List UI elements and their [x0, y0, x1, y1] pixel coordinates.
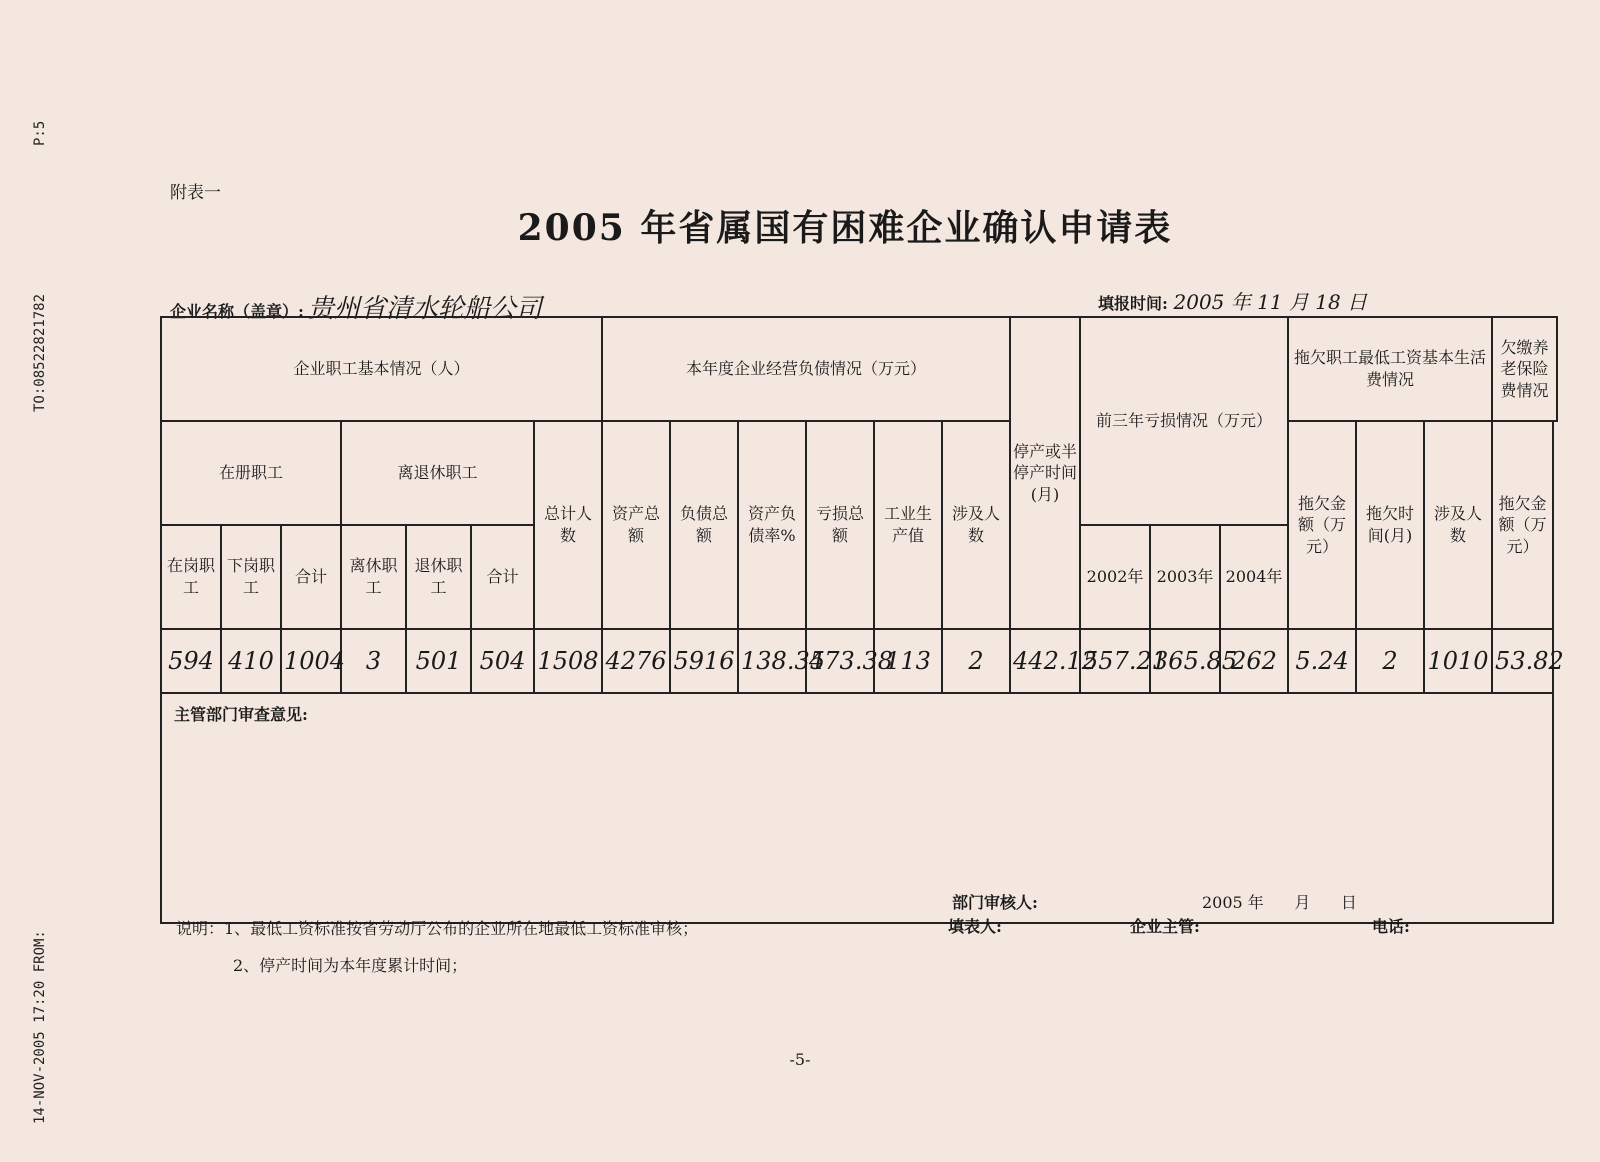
form-title: 2005 年省属国有困难企业确认申请表 [517, 207, 1173, 249]
cell-wage-people: 262 [1220, 629, 1288, 693]
cell-lixiu: 3 [341, 629, 406, 693]
cell-total-people: 1508 [534, 629, 602, 693]
header-registered-subtotal: 合计 [281, 525, 341, 629]
cell-industrial-output: 113 [874, 629, 942, 693]
header-year-2003: 2003年 [1150, 525, 1220, 629]
company-name-value: 贵州省清水轮船公司 [307, 294, 542, 324]
header-lixiu: 离休职工 [341, 525, 406, 629]
fax-header-margin [0, 0, 60, 1162]
fax-page-number: P:5 [32, 120, 48, 146]
header-employee-basic: 企业职工基本情况（人） [161, 317, 602, 421]
header-min-wage-arrears: 拖欠职工最低工资基本生活费情况 [1288, 317, 1492, 421]
fill-date-value: 2005 年 11 月 18 日 [1173, 290, 1368, 314]
cell-tuixiu: 501 [406, 629, 471, 693]
phone-label: 电话: [1372, 917, 1410, 936]
header-pension-arrears: 欠缴养老保险费情况 [1492, 317, 1557, 421]
header-year-2004: 2004年 [1220, 525, 1288, 629]
note-1: 说明：1、最低工资标准按省劳动厅公布的企业所在地最低工资标准审核； [176, 919, 699, 938]
header-laid-off: 下岗职工 [221, 525, 281, 629]
header-wage-amount: 拖欠金额（万元） [1288, 421, 1356, 629]
fill-date-line [1098, 286, 1367, 315]
header-wage-people: 涉及人数 [942, 421, 1010, 629]
fax-recipient: TO:08522821782 [32, 293, 48, 412]
header-total-loss: 亏损总额 [806, 421, 874, 629]
page-number: -5- [789, 1050, 811, 1069]
header-three-year-loss: 前三年亏损情况（万元） [1080, 317, 1288, 525]
cell-shutdown-months: 2 [942, 629, 1010, 693]
cell-total-assets: 4276 [602, 629, 670, 693]
application-table [160, 316, 1564, 924]
cell-on-duty: 594 [161, 629, 221, 693]
attachment-label: 附表一 [170, 183, 221, 203]
company-name-label: 企业名称（盖章）: [170, 302, 304, 321]
header-pension-amount: 拖欠金额（万元） [1492, 421, 1553, 629]
reviewer-label: 部门审核人: [952, 893, 1038, 913]
cell-total-debt: 5916 [670, 629, 738, 693]
cell-wage-amount: 5.24 [1288, 629, 1356, 693]
header-total-people: 总计人数 [534, 421, 602, 629]
manager-label: 企业主管: [1130, 917, 1200, 936]
header-registered-employees: 在册职工 [161, 421, 341, 525]
cell-laid-off: 410 [221, 629, 281, 693]
header-total-debt: 负债总额 [670, 421, 738, 629]
review-opinion-label: 主管部门审查意见: [174, 705, 308, 724]
header-pension-people: 涉及人数 [1424, 421, 1492, 629]
header-wage-time: 拖欠时间(月) [1356, 421, 1424, 629]
review-date: 2005 年 月 日 [1202, 893, 1357, 913]
header-tuixiu: 退休职工 [406, 525, 471, 629]
review-opinion-cell [161, 693, 1553, 923]
fill-date-label: 填报时间: [1098, 294, 1168, 313]
header-total-assets: 资产总额 [602, 421, 670, 629]
cell-loss-2004: 365.85 [1150, 629, 1220, 693]
fax-sender-timestamp: 14-NOV-2005 17:20 FROM: [32, 930, 48, 1124]
cell-loss-2002: 442.12 [1010, 629, 1080, 693]
table-row [161, 629, 1557, 693]
filler-label: 填表人: [948, 917, 1002, 936]
header-on-duty: 在岗职工 [161, 525, 221, 629]
cell-retired-subtotal: 504 [471, 629, 534, 693]
notes [176, 916, 698, 990]
cell-loss-2003: 557.21 [1080, 629, 1150, 693]
cell-pension-amount: 53.82 [1492, 629, 1553, 693]
note-2: 2、停产时间为本年度累计时间； [233, 956, 468, 975]
header-shutdown-months: 停产或半停产时间(月) [1010, 317, 1080, 629]
header-industrial-output: 工业生产值 [874, 421, 942, 629]
cell-pension-people: 1010 [1424, 629, 1492, 693]
cell-total-loss: 473.38 [806, 629, 874, 693]
header-retired-employees: 离退休职工 [341, 421, 534, 525]
cell-registered-subtotal: 1004 [281, 629, 341, 693]
cell-wage-time: 2 [1356, 629, 1424, 693]
header-business-debt: 本年度企业经营负债情况（万元） [602, 317, 1010, 421]
header-retired-subtotal: 合计 [471, 525, 534, 629]
header-debt-ratio: 资产负债率% [738, 421, 806, 629]
cell-debt-ratio: 138.35 [738, 629, 806, 693]
header-year-2002: 2002年 [1080, 525, 1150, 629]
